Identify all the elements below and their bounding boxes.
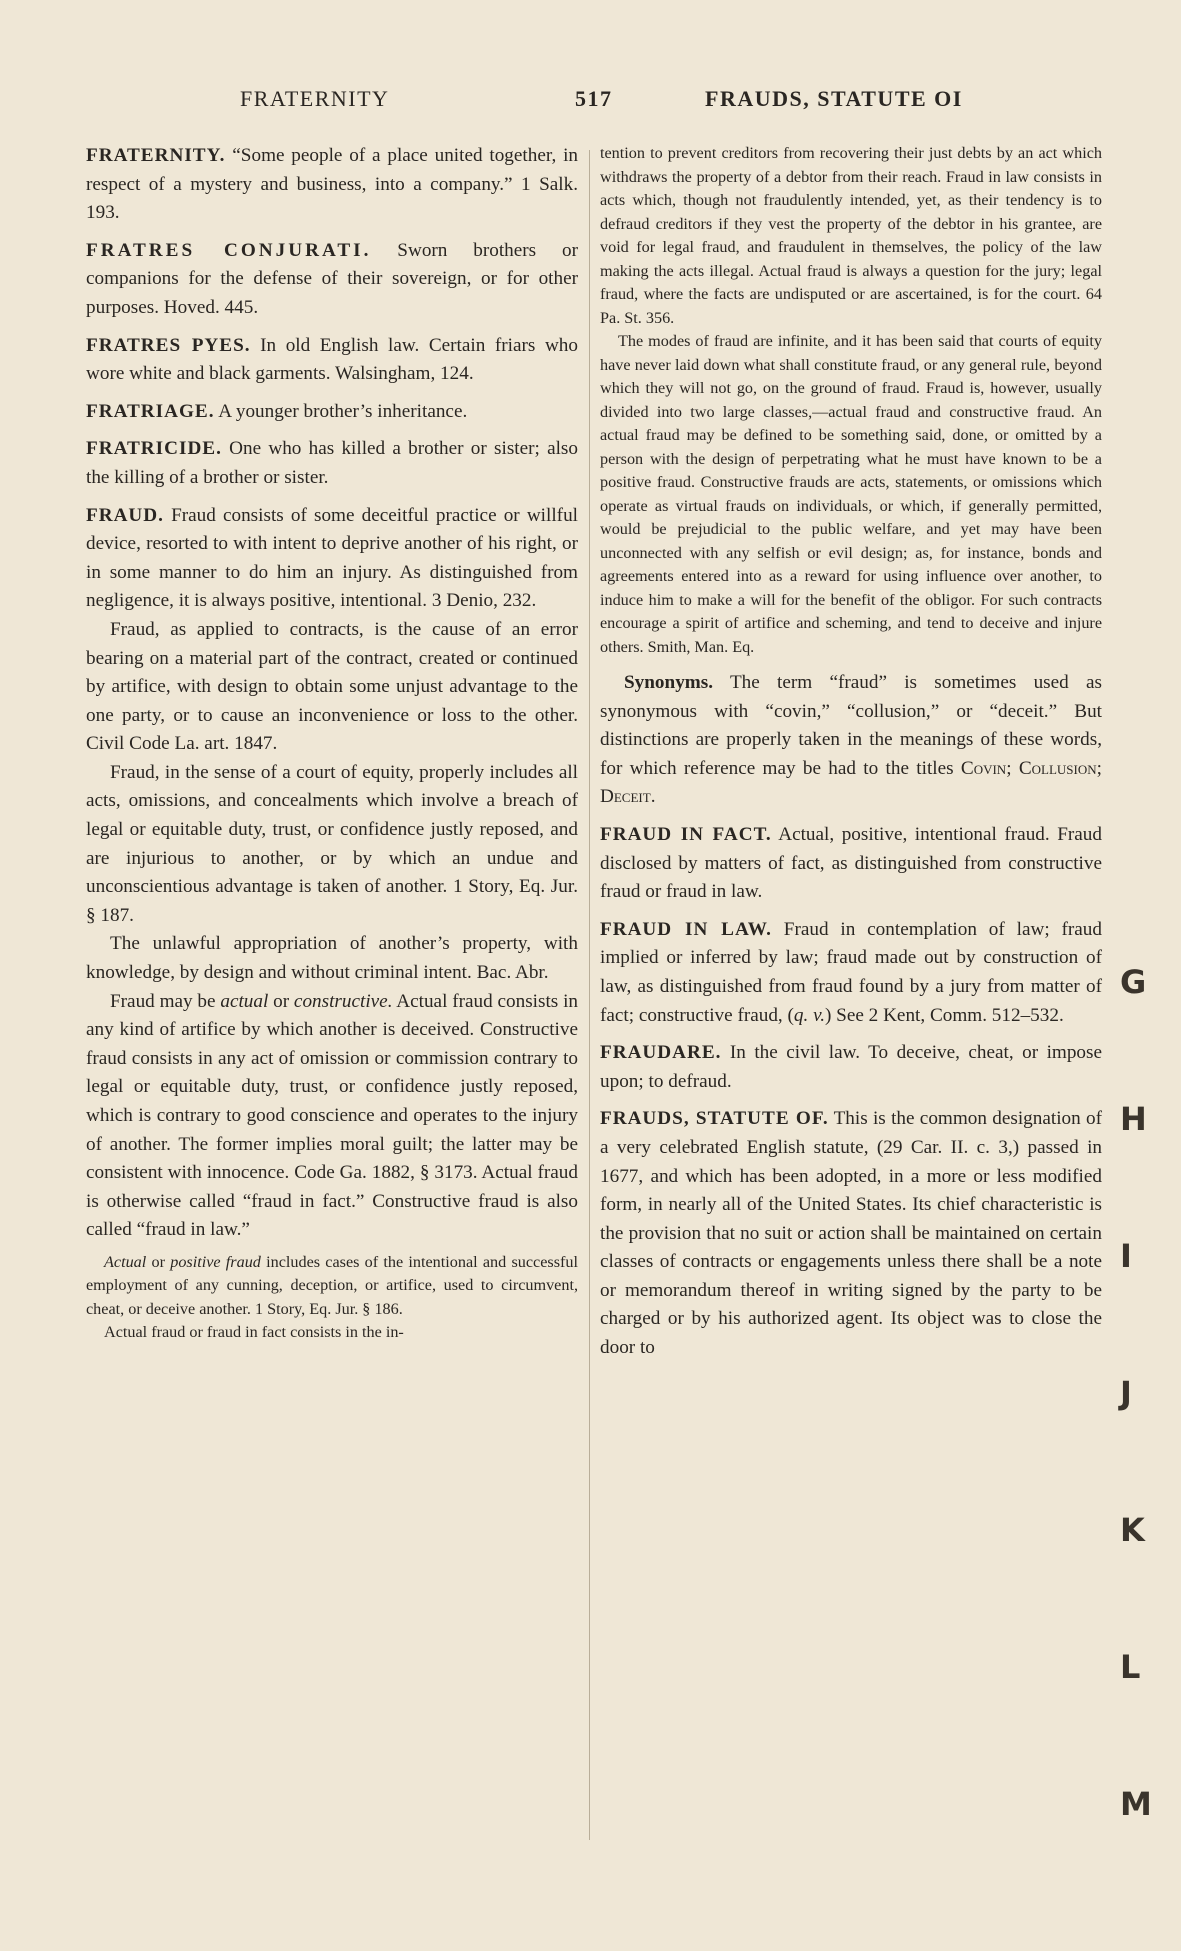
entry-fraud-in-law: [600, 916, 1102, 1030]
actual-fraud-small-paragraph: [86, 1251, 578, 1322]
text-run: Fraud may be: [110, 990, 221, 1012]
cross-reference: Deceit: [600, 786, 651, 808]
entry-fraternity: [86, 142, 578, 228]
italic-term: constructive.: [293, 990, 393, 1012]
thumb-index-letter-k: K: [1120, 1511, 1145, 1549]
cross-reference: Collusion: [1018, 757, 1097, 779]
text-run: or: [268, 990, 294, 1012]
entry-fratriage: [86, 398, 578, 427]
italic-term: actual: [220, 990, 269, 1012]
thumb-index-letter-j: J: [1120, 1374, 1132, 1412]
thumb-index-letter-l: L: [1120, 1648, 1141, 1686]
thumb-index-letter-h: H: [1120, 1100, 1147, 1138]
modes-of-fraud-paragraph: The modes of fraud are infinite, and it has been said that courts of equity have never laid down what shall constitute fraud, or any general rule, beyond which they will not go, on the ground of fraud. Fraud is, however, usually divided into two large classes,—actual fraud and constructive fraud. An actual fraud may be defined to be something said, done, or omitted by a person with the design of perpetrating what he must have known to be a positive fraud. Constructive frauds are acts, statements, or omissions which operate as virtual frauds on individuals, or which, if generally permitted, would be prejudicial to the public welfare, and yet may have been unconnected with any selfish or evil design; as, for instance, bonds and agreements entered into as a reward for using influence over another, to induce him to make a will for the benefit of the obligor. For such contracts encourage a spirit of artifice and scheming, and tend to deceive and injure others. Smith, Man. Eq.: [600, 332, 1102, 656]
entry-text: “Some people of a place united together, in respect of a mystery and business, into a company.” 1 Salk. 193.: [86, 145, 578, 224]
entry-text: Fraud consists of some deceitful practice or willful device, resorted to with intent to deprive another of his right, or in some manner to do him an injury. As distinguished from negligence, it is always positive, intentional. 3 Denio, 232.: [86, 504, 578, 612]
entry-frauds-statute-of: [600, 1105, 1102, 1362]
headword: FRAUD IN FACT.: [600, 823, 772, 845]
right-column: [600, 142, 1102, 1372]
text-run: or: [146, 1252, 171, 1271]
separator: ;: [1096, 757, 1102, 779]
entry-text: Fraud in contemplation of law; fraud implied or inferred by law; fraud made out by construction of law, as distinguished from fraud found by a jury from matter of fact; constructive fraud, (: [600, 918, 1102, 1026]
entry-text: ) See 2 Kent, Comm. 512–532.: [825, 1004, 1064, 1026]
fraud-in-fact-small-paragraph: Actual fraud or fraud in fact consists in the in-: [104, 1323, 404, 1342]
text-run: Actual fraud consists in any kind of artifice by which another is deceived. Constructive fraud consists in any act of omission or commission contrary to legal or equitable duty, trust, or confidence justly reposed, which is contrary to good conscience and operates to the injury of another. The former implies moral guilt; the latter may be consistent with innocence. Code Ga. 1882, § 3173. Actual fraud is otherwise called “fraud in fact.” Constructive fraud is also called “fraud in law.”: [86, 990, 578, 1241]
headword: FRATERNITY.: [86, 145, 226, 166]
entry-fraudare: [600, 1039, 1102, 1096]
entry-fratres-conjurati: [86, 237, 578, 323]
entry-text: Actual, positive, intentional fraud. Fraud disclosed by matters of fact, as distinguished from constructive fraud or fraud in law.: [600, 823, 1102, 903]
separator: .: [650, 786, 656, 808]
continued-small-paragraph: tention to prevent creditors from recovering their just debts by an act which withdraws the property of a debtor from their reach. Fraud in law consists in acts which, though not fraudulently intended, yet, as their tendency is to defraud creditors if they vest the property of the debtor in his grantee, are void for legal fraud, and fraudulent in themselves, the policy of the law making the acts illegal. Actual fraud is always a question for the jury; legal fraud, where the facts are undisputed or are ascertained, is for the court. 64 Pa. St. 356.: [600, 144, 1102, 327]
entry-fraud-in-fact: [600, 821, 1102, 907]
entry-text: A younger brother’s inheritance.: [214, 400, 468, 422]
header-right-guideword: FRAUDS, STATUTE OI: [705, 86, 963, 111]
separator: ;: [1006, 757, 1019, 779]
fraud-contracts-paragraph: Fraud, as applied to contracts, is the cause of an error bearing on a material part of the contract, created or continued by artifice, with design to obtain some unjust advantage to the one party, or to cause an inconvenience or loss to the other. Civil Code La. art. 1847.: [86, 618, 578, 755]
headword: FRATRIAGE.: [86, 400, 215, 422]
cross-reference: Covin: [960, 757, 1007, 779]
synonyms-paragraph: [600, 669, 1102, 812]
headword: FRATRES PYES.: [86, 334, 251, 356]
italic-term: Actual: [104, 1252, 147, 1271]
italic-term: positive fraud: [170, 1252, 261, 1271]
entry-text: Sworn brothers or companions for the defense of their sovereign, or for other purposes. Hoved. 445.: [86, 239, 578, 318]
column-divider: [589, 150, 590, 1840]
header-left-guideword: FRATERNITY: [240, 86, 390, 111]
fraud-actual-constructive-paragraph: [86, 988, 578, 1245]
entry-fratres-pyes: [86, 332, 578, 389]
page-number: 517: [575, 86, 613, 111]
left-column: [86, 142, 578, 1345]
headword: FRAUD.: [86, 504, 164, 526]
fraud-unlawful-paragraph: The unlawful appropriation of another’s property, with knowledge, by design and without criminal intent. Bac. Abr.: [86, 933, 578, 984]
headword: FRATRICIDE.: [86, 438, 222, 460]
headword: FRAUDS, STATUTE OF.: [600, 1108, 829, 1130]
fraud-equity-paragraph: Fraud, in the sense of a court of equity, properly includes all acts, omissions, and concealments which involve a breach of legal or equitable duty, trust, or confidence justly reposed, and are injurious to another, or by which an undue and unconscientious advantage is taken of another. 1 Story, Eq. Jur. § 187.: [86, 761, 578, 926]
entry-text: One who has killed a brother or sister; also the killing of a brother or sister.: [86, 438, 578, 488]
italic-term: q. v.: [793, 1004, 825, 1026]
entry-fraud: [86, 502, 578, 616]
entry-text: This is the common designation of a very celebrated English statute, (29 Car. II. c. 3,) passed in 1677, and which has been adopted, in a more or less modified form, in nearly all of the United States. Its chief characteristic is the provision that no suit or action shall be maintained on certain classes of contracts or engagements unless there shall be a note or memorandum thereof in writing signed by the party to be charged or by his authorized agent. Its object was to close the door to: [600, 1108, 1102, 1359]
thumb-index-letter-i: I: [1120, 1237, 1132, 1275]
thumb-index-letter-m: M: [1120, 1785, 1152, 1823]
running-header: [0, 86, 1181, 116]
headword: FRATRES CONJURATI.: [86, 239, 372, 261]
thumb-index-letter-g: G: [1120, 963, 1147, 1001]
synonyms-heading: Synonyms.: [624, 672, 714, 693]
headword: FRAUDARE.: [600, 1042, 722, 1064]
entry-fratricide: [86, 435, 578, 492]
headword: FRAUD IN LAW.: [600, 918, 772, 940]
entry-text: In old English law. Certain friars who wore white and black garments. Walsingham, 124.: [86, 334, 578, 385]
text-run: includes cases of the intentional and successful employment of any cunning, deception, or artifice, used to circumvent, cheat, or deceive another. 1 Story, Eq. Jur. § 186.: [86, 1252, 579, 1318]
entry-text: In the civil law. To deceive, cheat, or impose upon; to defraud.: [600, 1042, 1102, 1092]
text-run: The term “fraud” is sometimes used as synonymous with “covin,” “collusion,” or “deceit.” But distinctions are properly taken in the meanings of these words, for which reference may be had to the titles: [600, 672, 1102, 779]
